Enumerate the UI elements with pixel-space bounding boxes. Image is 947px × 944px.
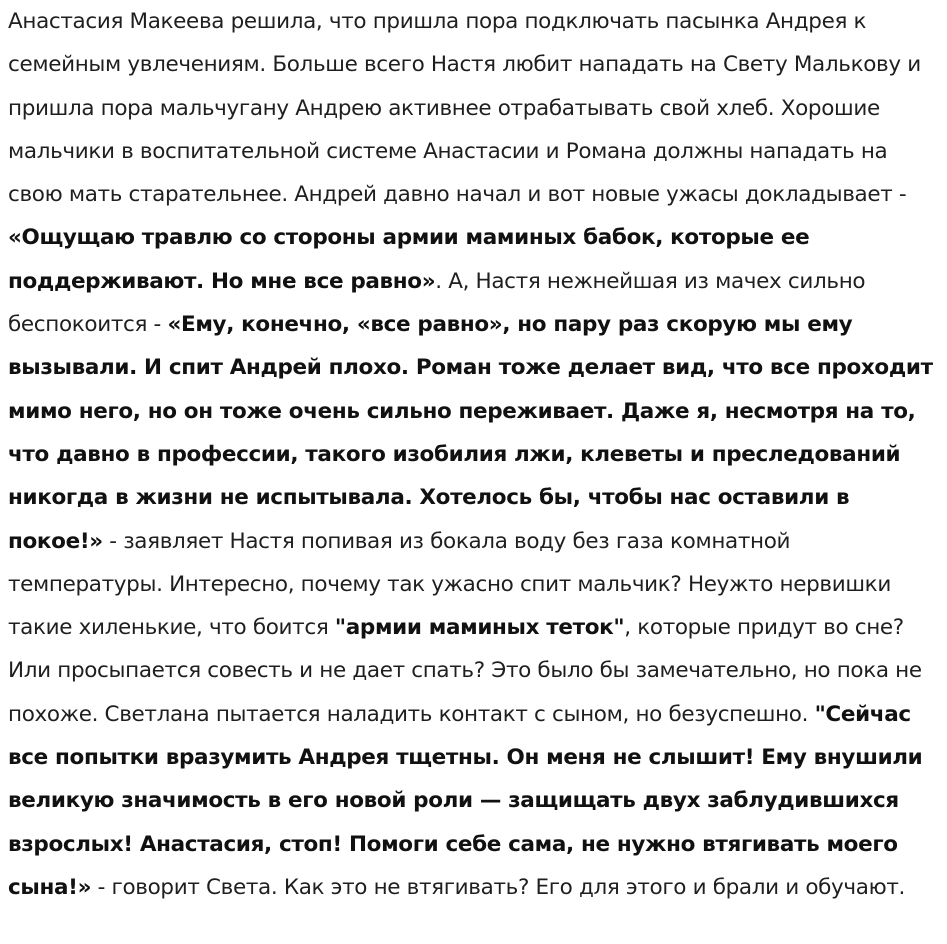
text-plain: Анастасия Макеева решила, что пришла пора подключать пасынка Андрея к семейным увлечениям. Больше всего Настя любит нападать на Свету Малькову и пришла пора мальчугану Андрею активнее отрабатывать свой хлеб. Хорошие мальчики в воспитательной системе Анастасии и Романа должны нападать на свою мать старательнее. Андрей давно начал и вот новые ужасы докладывает - <box>8 9 921 208</box>
quote-andrey: «Ощущаю травлю со стороны армии маминых бабок, которые ее поддерживают. Но мне все равно» <box>8 225 810 294</box>
text-plain: . А, Настя нежнейшая из мачех сильно беспокоится - <box>8 268 866 338</box>
quote-army: "армии маминых теток" <box>334 615 625 641</box>
text-plain: - заявляет Настя попивая из бокала воду без газа комнатной температуры. Интересно, почему так ужасно спит мальчик? Неужто нервишки такие хиленькие, что боится <box>8 528 891 641</box>
text-plain: - говорит Света. Как это не втягивать? Его для этого и брали и обучают. <box>91 874 906 900</box>
article-paragraph <box>8 0 945 909</box>
text-plain: , которые придут во сне? Или просыпается совесть и не дает спать? Это было бы замечательно, но пока не похоже. Светлана пытается наладить контакт с сыном, но безуспешно. <box>8 615 922 727</box>
quote-sveta: "Сейчас все попытки вразумить Андрея тщетны. Он меня не слышит! Ему внушили великую значимость в его новой роли — защищать двух заблудившихся взрослых! Анастасия, стоп! Помоги себе сама, не нужно втягивать моего сына!» <box>8 701 923 900</box>
article-body <box>8 0 945 909</box>
quote-nastya: «Ему, конечно, «все равно», но пару раз скорую мы ему вызывали. И спит Андрей плохо. Роман тоже делает вид, что все проходит мимо него, но он тоже очень сильно переживает. Даже я, несмотря на то, что давно в профессии, такого изобилия лжи, клеветы и преследований никогда в жизни не испытывала. Хотелось бы, чтобы нас оставили в покое!» <box>8 312 933 554</box>
